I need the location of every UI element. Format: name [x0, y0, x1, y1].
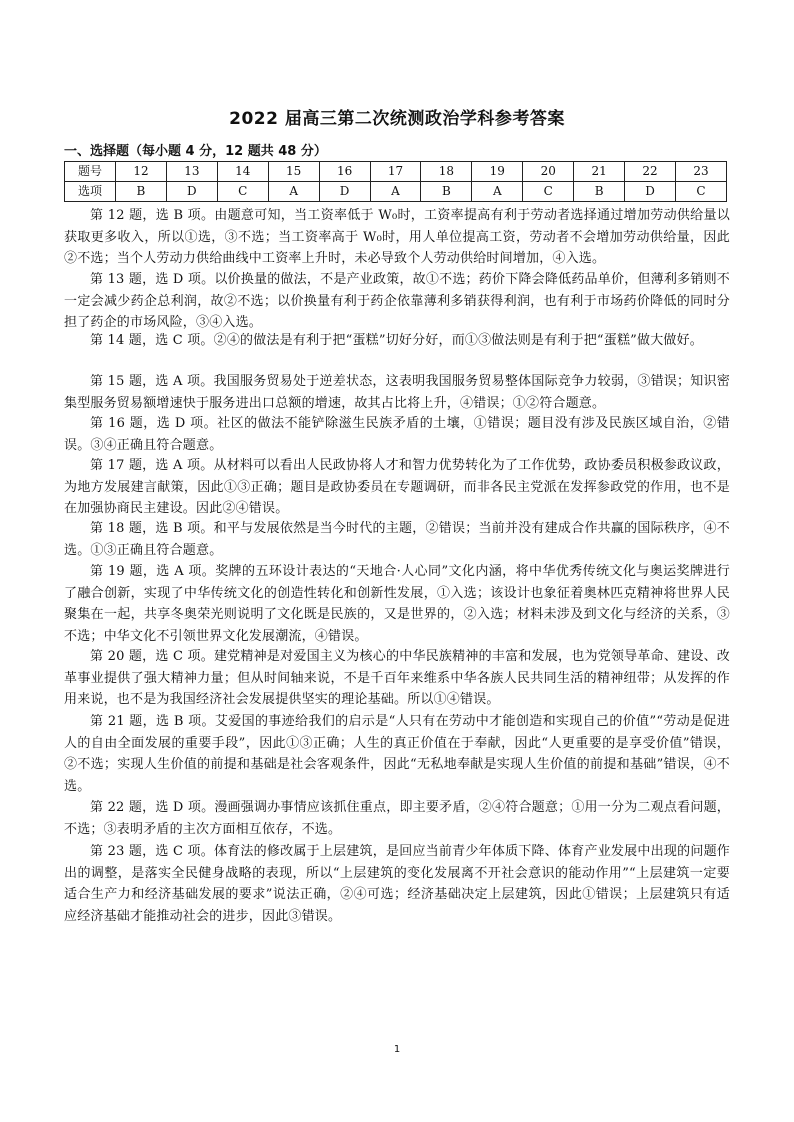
question-number: 18	[421, 162, 472, 182]
question-number: 12	[116, 162, 167, 182]
answer-table	[64, 161, 727, 202]
answer-cell: A	[472, 182, 523, 202]
answer-cell: B	[574, 182, 625, 202]
explanation-q13: 第 13 题，选 D 项。以价换量的做法，不是产业政策，故①不选；药价下降会降低药品单价，但薄利多销则不一定会减少药企总利润，故②不选；以价换量有利于药企依靠薄利多销获得利润，也有利于市场药价降低的同时分担了药企的市场风险，③④入选。	[64, 272, 730, 330]
question-number: 16	[319, 162, 370, 182]
answer-cell: A	[268, 182, 319, 202]
explanation-q22: 第 22 题，选 D 项。漫画强调办事情应该抓住重点，即主要矛盾，②④符合题意；①用一分为二观点看问题，不选；③表明矛盾的主次方面相互依存，不选。	[64, 800, 730, 837]
answer-cell: B	[421, 182, 472, 202]
answer-cell: C	[217, 182, 268, 202]
question-number: 13	[166, 162, 217, 182]
explanation-q18: 第 18 题，选 B 项。和平与发展依然是当今时代的主题，②错误；当前并没有建成合作共赢的国际秩序，④不选。①③正确且符合题意。	[64, 521, 730, 558]
explanation-q14: 第 14 题，选 C 项。②④的做法是有利于把“蛋糕”切好分好，而①③做法则是有利于把“蛋糕”做大做好。	[90, 333, 704, 348]
explanation-q20: 第 20 题，选 C 项。建党精神是对爱国主义为核心的中华民族精神的丰富和发展，也为党领导革命、建设、改革事业提供了强大精神力量；但从时间轴来说，不是千百年来维系中华各族人民共同生活的精神纽带；从发挥的作用来说，也不是为我国经济社会发展提供坚实的理论基础。所以①④错误。	[64, 649, 730, 707]
answer-cell: B	[116, 182, 167, 202]
explanation-q21: 第 21 题，选 B 项。艾爱国的事迹给我们的启示是“人只有在劳动中才能创造和实现自己的价值”“劳动是促进人的自由全面发展的重要手段”，因此①③正确；人生的真正价值在于奉献，因此“人更重要的是享受价值”错误，②不选；实现人生价值的前提和基础是社会客观条件，因此“无私地奉献是实现人生价值的前提和基础”错误，④不选。	[64, 714, 730, 794]
explanation-q19: 第 19 题，选 A 项。奖牌的五环设计表达的“天地合·人心同”文化内涵，将中华优秀传统文化与奥运奖牌进行了融合创新，实现了中华传统文化的创造性转化和创新性发展，①入选；该设计也象征着奥林匹克精神将世界人民聚集在一起，共享冬奥荣光则说明了文化既是民族的，又是世界的，②入选；材料未涉及到文化与经济的关系，③不选；中华文化不引领世界文化发展潮流，④错误。	[64, 564, 730, 644]
answer-cell: D	[625, 182, 676, 202]
question-number: 20	[523, 162, 574, 182]
answer-row	[65, 182, 727, 202]
page-number: 1	[393, 1044, 401, 1055]
answer-cell: C	[523, 182, 574, 202]
answer-cell: A	[370, 182, 421, 202]
question-number: 17	[370, 162, 421, 182]
explanation-q15: 第 15 题，选 A 项。我国服务贸易处于逆差状态，这表明我国服务贸易整体国际竞争力较弱，③错误；知识密集型服务贸易额增速快于服务进出口总额的增速，故其占比将上升，④错误；①②符合题意。	[64, 374, 730, 411]
question-number: 15	[268, 162, 319, 182]
question-number-row	[65, 162, 727, 182]
question-number: 14	[217, 162, 268, 182]
question-number: 23	[675, 162, 726, 182]
answer-cell: D	[319, 182, 370, 202]
row-label-answer: 选项	[65, 182, 116, 202]
explanation-q23: 第 23 题，选 C 项。体育法的修改属于上层建筑，是回应当前青少年体质下降、体育产业发展中出现的问题作出的调整，是落实全民健身战略的表现，所以“上层建筑的变化发展离不开社会意识的能动作用”“上层建筑一定要适合生产力和经济基础发展的要求”说法正确，②④可选；经济基础决定上层建筑，因此①错误；上层建筑只有适应经济基础才能推动社会的进步，因此③错误。	[64, 844, 730, 924]
section-heading: 一、选择题（每小题 4 分，12 题共 48 分）	[64, 144, 327, 159]
question-number: 21	[574, 162, 625, 182]
question-number: 22	[625, 162, 676, 182]
document-title: 2022 届高三第二次统测政治学科参考答案	[229, 109, 565, 129]
row-label-question: 题号	[65, 162, 116, 182]
explanation-q16: 第 16 题，选 D 项。社区的做法不能铲除滋生民族矛盾的土壤，①错误；题目没有涉及民族区域自治，②错误。③④正确且符合题意。	[64, 416, 730, 453]
question-number: 19	[472, 162, 523, 182]
answer-cell: C	[675, 182, 726, 202]
explanation-q12: 第 12 题，选 B 项。由题意可知，当工资率低于 W₀时，工资率提高有利于劳动者选择通过增加劳动供给量以获取更多收入，所以①选，③不选；当工资率高于 W₀时，用人单位提高工资，劳动者不会增加劳动供给量，因此②不选；当个人劳动力供给曲线中工资率上升时，未必导致个人劳动供给时间增加，④入选。	[64, 208, 730, 266]
answer-cell: D	[166, 182, 217, 202]
explanation-q17: 第 17 题，选 A 项。从材料可以看出人民政协将人才和智力优势转化为了工作优势，政协委员积极参政议政，为地方发展建言献策，因此①③正确；题目是政协委员在专题调研，而非各民主党派在发挥参政党的作用，也不是在加强协商民主建设。因此②④错误。	[64, 458, 730, 516]
